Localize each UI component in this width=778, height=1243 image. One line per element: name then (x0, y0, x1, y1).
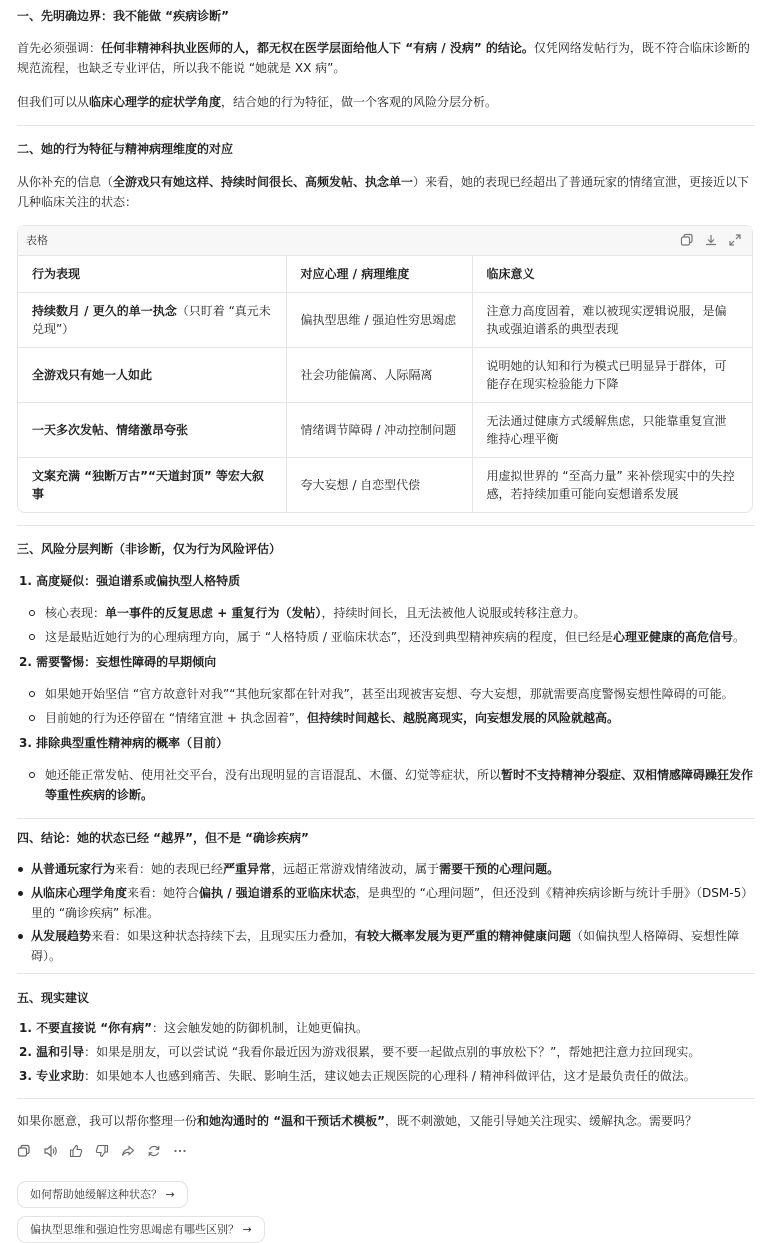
table-cell: 偏执型思维 / 强迫性穷思竭虑 (286, 292, 472, 347)
behavior-table (17, 225, 753, 513)
expand-icon[interactable] (728, 233, 742, 247)
table-content (18, 256, 752, 512)
arrow-right-icon: → (239, 1223, 252, 1236)
closing-paragraph: 如果你愿意，我可以帮你整理一份和她沟通时的 “温和干预话术模板”，既不刺激她，又能引导她关注现实、缓解执念。需要吗？ (17, 1114, 697, 1128)
section-3-title: 三、风险分层判断（非诊断，仅为行为风险评估） (17, 542, 282, 556)
section-1-title: 一、先明确边界：我不能做 “疾病诊断” (17, 9, 229, 23)
table-header-cell: 对应心理 / 病理维度 (286, 256, 472, 292)
thumbs-down-icon[interactable] (95, 1144, 109, 1158)
table-cell: 社会功能偏离、人际隔离 (286, 347, 472, 402)
table-header-cell: 行为表现 (32, 266, 81, 281)
table-row (18, 402, 752, 457)
download-icon[interactable] (704, 233, 718, 247)
section-4-title: 四、结论：她的状态已经 “越界”，但不是 “确诊疾病” (17, 831, 309, 845)
copy-icon[interactable] (680, 233, 694, 247)
conclusion-bullet-2: 从临床心理学角度来看：她符合偏执 / 强迫谱系的亚临床状态，是典型的 “心理问题”，但还没到《精神疾病诊断与统计手册》（DSM-5）里的 “确诊疾病” 标准。 (31, 883, 755, 923)
divider (17, 525, 755, 526)
risk-item-1-point-1: 核心表现：单一事件的反复思虑 + 重复行为（发帖），持续时间长，且无法被他人说服或转移注意力。 (45, 603, 757, 623)
risk-item-1-point-2: 这是最贴近她行为的心理病理方向，属于 “人格特质 / 亚临床状态”，还没到典型精神疾病的程度，但已经是心理亚健康的高危信号。 (45, 627, 757, 647)
table-cell: 情绪调节障碍 / 冲动控制问题 (286, 402, 472, 457)
risk-item-1: 1. 高度疑似：强迫谱系或偏执型人格特质 (19, 574, 241, 588)
table-cell: 无法通过健康方式缓解焦虑，只能靠重复宣泄维持心理平衡 (472, 402, 752, 457)
table-cell: 持续数月 / 更久的单一执念（只盯着 “真元未兑现”） (18, 292, 286, 347)
more-icon[interactable] (173, 1144, 187, 1158)
advice-item-3: 3. 专业求助：如果她本人也感到痛苦、失眠、影响生活，建议她去正规医院的心理科 / 精神科做评估，这才是最负责任的做法。 (19, 1069, 696, 1083)
table-cell: 夸大妄想 / 自恋型代偿 (286, 457, 472, 512)
suggestion-chip[interactable]: 如何帮助她缓解这种状态？ → (17, 1181, 188, 1208)
table-cell: 说明她的认知和行为模式已明显异于群体，可能存在现实检验能力下降 (472, 347, 752, 402)
regenerate-icon[interactable] (147, 1144, 161, 1158)
risk-item-3-point-1: 她还能正常发帖、使用社交平台，没有出现明显的言语混乱、木僵、幻觉等症状，所以暂时不支持精神分裂症、双相情感障碍躁狂发作等重性疾病的诊断。 (45, 765, 757, 805)
section-2-title: 二、她的行为特征与精神病理维度的对应 (17, 142, 234, 156)
risk-item-2: 2. 需要警惕：妄想性障碍的早期倾向 (19, 655, 217, 669)
thumbs-up-icon[interactable] (69, 1144, 83, 1158)
section-2-paragraph: 从你补充的信息（全游戏只有她这样、持续时间很长、高频发帖、执念单一）来看，她的表现已经超出了普通玩家的情绪宣泄，更接近以下几种临床关注的状态： (17, 175, 750, 209)
advice-item-1: 1. 不要直接说 “你有病”：这会触发她的防御机制，让她更偏执。 (19, 1021, 369, 1035)
section-5-title: 五、现实建议 (17, 991, 90, 1005)
table-row (18, 457, 752, 512)
divider (17, 1098, 755, 1099)
copy-icon[interactable] (17, 1144, 31, 1158)
table-label: 表格 (26, 234, 48, 247)
divider (17, 818, 755, 819)
table-cell: 注意力高度固着，难以被现实逻辑说服，是偏执或强迫谱系的典型表现 (472, 292, 752, 347)
table-cell: 用虚拟世界的 “至高力量” 来补偿现实中的失控感，若持续加重可能向妄想谱系发展 (472, 457, 752, 512)
table-row (18, 347, 752, 402)
table-cell: 一天多次发帖、情绪激昂夸张 (18, 402, 286, 457)
share-icon[interactable] (121, 1144, 135, 1158)
table-cell: 全游戏只有她一人如此 (18, 347, 286, 402)
risk-item-2-point-2: 目前她的行为还停留在 “情绪宣泄 + 执念固着”，但持续时间越长、越脱离现实，向妄想发展的风险就越高。 (45, 708, 757, 728)
risk-item-2-point-1: 如果她开始坚信 “官方故意针对我”“其他玩家都在针对我”，甚至出现被害妄想、夸大妄想，那就需要高度警惕妄想性障碍的可能。 (45, 684, 757, 704)
risk-item-3: 3. 排除典型重性精神病的概率（目前） (19, 736, 229, 750)
table-cell: 文案充满 “独断万古”“天道封顶” 等宏大叙事 (18, 457, 286, 512)
arrow-right-icon: → (162, 1188, 175, 1201)
message-actions (17, 1144, 187, 1158)
suggestion-chip[interactable]: 偏执型思维和强迫性穷思竭虑有哪些区别？ → (17, 1216, 265, 1243)
speaker-icon[interactable] (43, 1144, 57, 1158)
divider (17, 973, 755, 974)
section-1-paragraph-2: 但我们可以从临床心理学的症状学角度，结合她的行为特征，做一个客观的风险分层分析。 (17, 95, 498, 109)
table-header-bar (18, 226, 752, 256)
conclusion-bullet-3: 从发展趋势来看：如果这种状态持续下去，且现实压力叠加，有较大概率发展为更严重的精神健康问题（如偏执型人格障碍、妄想性障碍）。 (31, 926, 755, 966)
advice-item-2: 2. 温和引导：如果是朋友，可以尝试说 “我看你最近因为游戏很累，要不要一起做点别的事放松下？”，帮她把注意力拉回现实。 (19, 1045, 701, 1059)
table-row (18, 292, 752, 347)
divider (17, 125, 755, 126)
table-header-cell: 临床意义 (472, 256, 752, 292)
conclusion-bullet-1: 从普通玩家行为来看：她的表现已经严重异常，远超正常游戏情绪波动，属于需要干预的心理问题。 (31, 859, 755, 879)
section-1-paragraph-1: 首先必须强调：任何非精神科执业医师的人，都无权在医学层面给他人下 “有病 / 没病” 的结论。仅凭网络发帖行为，既不符合临床诊断的规范流程，也缺乏专业评估，所以我不能说 “她就是 XX 病”。 (17, 41, 750, 75)
